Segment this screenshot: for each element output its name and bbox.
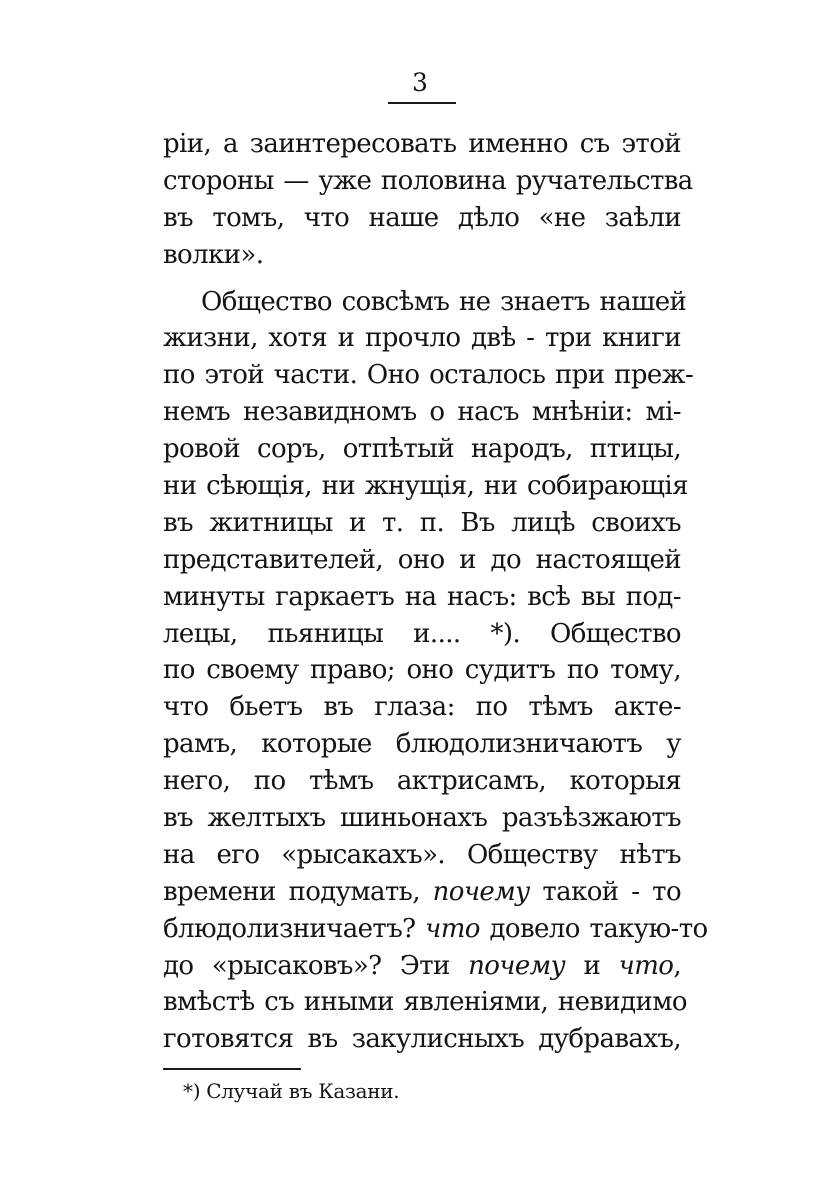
text-line: что бьетъ въ глаза: по тѣмъ акте-	[163, 692, 681, 723]
text-run: блюдолизничаетъ?	[163, 913, 426, 944]
text-line: вмѣстѣ съ иными явленіями, невидимо	[163, 987, 687, 1018]
header-rule	[388, 102, 456, 104]
text-line: на его «рысакахъ». Обществу нѣтъ	[163, 839, 681, 870]
text-line: представителей, оно и до настоящей	[163, 544, 681, 575]
text-run: и	[565, 950, 619, 981]
text-run: до «рысаковъ»? Эти	[163, 950, 469, 981]
emphasis: что	[425, 913, 480, 944]
text-line: жизни, хотя и прочло двѣ - три книги	[163, 323, 681, 354]
text-line: рамъ, которые блюдолизничаютъ у	[163, 729, 681, 760]
emphasis: почему	[432, 876, 530, 907]
text-run: такой - то	[529, 876, 681, 907]
text-line: Общество совсѣмъ не знаетъ нашей	[201, 286, 687, 317]
page-number: 3	[412, 68, 428, 97]
text-run: времени подумать,	[163, 876, 433, 907]
text-line: ни сѣющія, ни жнущія, ни собирающія	[163, 471, 688, 502]
text-line: немъ незавидномъ о насъ мнѣніи: мі-	[163, 397, 681, 428]
text-line: по своему право; оно судитъ по тому,	[163, 655, 681, 686]
text-line: готовятся въ закулисныхъ дубравахъ,	[163, 1024, 681, 1055]
text-line: въ томъ, что наше дѣло «не заѣли	[163, 202, 681, 233]
text-line: стороны — уже половина ручательства	[163, 165, 693, 196]
emphasis: почему	[468, 950, 566, 981]
text-line: него, по тѣмъ актрисамъ, которыя	[163, 766, 681, 797]
text-line: ровой соръ, отпѣтый народъ, птицы,	[163, 434, 681, 465]
footnote: *) Случай въ Казани.	[183, 1079, 400, 1103]
text-run: ,	[673, 950, 681, 981]
body-text	[163, 126, 708, 1058]
text-line: въ желтыхъ шиньонахъ разъѣзжаютъ	[163, 803, 681, 834]
text-line	[163, 948, 681, 985]
footnote-rule	[163, 1068, 301, 1070]
text-line: въ житницы и т. п. Въ лицѣ своихъ	[163, 507, 681, 538]
emphasis: что	[618, 950, 674, 981]
text-run: довело такую-то	[479, 913, 708, 944]
text-line: ріи, а заинтересовать именно съ этой	[163, 129, 681, 159]
text-line: волки».	[163, 239, 264, 270]
text-line	[163, 874, 681, 911]
text-line: минуты гаркаетъ на насъ: всѣ вы под-	[163, 581, 681, 612]
text-line	[163, 911, 708, 948]
text-line: лецы, пьяницы и.... *). Общество	[163, 618, 681, 649]
text-line: по этой части. Оно осталось при преж-	[163, 360, 694, 391]
